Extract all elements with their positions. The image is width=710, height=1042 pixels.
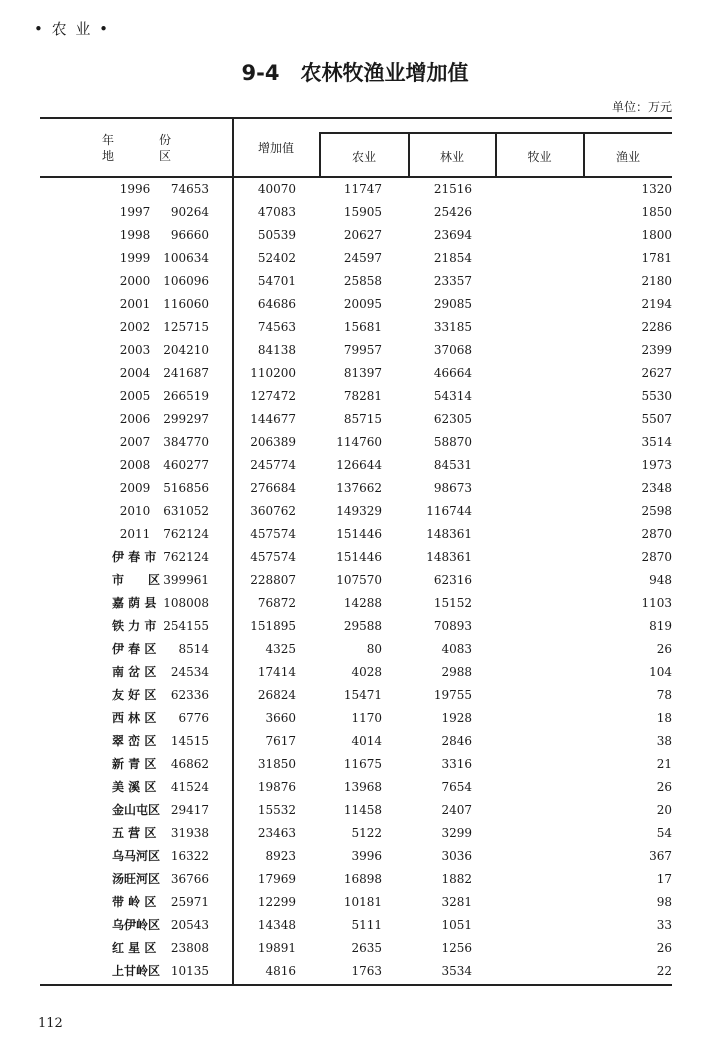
cell-fore: 1170 xyxy=(351,711,382,725)
cell-total: 399961 xyxy=(163,573,209,587)
cell-fish: 3514 xyxy=(641,435,672,449)
header-animal-husbandry: 牧业 xyxy=(527,150,552,164)
cell-anim: 148361 xyxy=(426,550,472,564)
table-row xyxy=(40,201,672,224)
cell-label: 汤旺河区 xyxy=(112,872,161,886)
cell-total: 74653 xyxy=(170,182,209,196)
cell-label: 2007 xyxy=(119,435,151,449)
cell-label: 1998 xyxy=(119,228,151,242)
cell-label: 南 岔 区 xyxy=(112,665,157,679)
cell-fish: 1800 xyxy=(641,228,672,242)
cell-fore: 80 xyxy=(366,642,382,656)
cell-agri: 8923 xyxy=(265,849,296,863)
cell-fore: 137662 xyxy=(336,481,382,495)
cell-fish: 26 xyxy=(656,780,672,794)
cell-anim: 1051 xyxy=(441,918,472,932)
cell-fore: 79957 xyxy=(343,343,382,357)
cell-fore: 114760 xyxy=(336,435,382,449)
cell-anim: 46664 xyxy=(433,366,472,380)
table-row xyxy=(40,247,672,270)
cell-agri: 19891 xyxy=(257,941,296,955)
cell-agri: 457574 xyxy=(250,550,296,564)
table-row xyxy=(40,431,672,454)
page-title: 9-4 农林牧渔业增加值 xyxy=(241,61,469,85)
table-row xyxy=(40,960,672,983)
table-row xyxy=(40,385,672,408)
cell-fish: 948 xyxy=(649,573,672,587)
header-fishery: 渔业 xyxy=(615,150,640,164)
cell-anim: 1928 xyxy=(441,711,472,725)
cell-anim: 2407 xyxy=(441,803,472,817)
cell-fore: 25858 xyxy=(343,274,382,288)
cell-label: 2004 xyxy=(119,366,151,380)
cell-agri: 19876 xyxy=(257,780,296,794)
cell-label: 2006 xyxy=(119,412,151,426)
cell-agri: 3660 xyxy=(265,711,296,725)
table-row xyxy=(40,178,672,201)
cell-agri: 15532 xyxy=(257,803,296,817)
cell-total: 762124 xyxy=(163,527,209,541)
cell-label: 1999 xyxy=(119,251,151,265)
cell-anim: 1256 xyxy=(441,941,472,955)
cell-total: 90264 xyxy=(170,205,209,219)
cell-fish: 1781 xyxy=(641,251,672,265)
cell-agri: 47083 xyxy=(257,205,296,219)
cell-fish: 5507 xyxy=(641,412,672,426)
cell-fish: 2627 xyxy=(641,366,672,380)
cell-fore: 24597 xyxy=(343,251,382,265)
cell-agri: 50539 xyxy=(257,228,296,242)
cell-fore: 15681 xyxy=(343,320,382,334)
table-row xyxy=(40,316,672,339)
cell-total: 14515 xyxy=(170,734,209,748)
table-row xyxy=(40,362,672,385)
cell-anim: 29085 xyxy=(433,297,472,311)
cell-fish: 98 xyxy=(656,895,672,909)
cell-total: 29417 xyxy=(170,803,209,817)
cell-agri: 64686 xyxy=(257,297,296,311)
cell-total: 108008 xyxy=(163,596,209,610)
cell-total: 460277 xyxy=(163,458,209,472)
cell-anim: 1882 xyxy=(441,872,472,886)
table-row xyxy=(40,891,672,914)
cell-fore: 81397 xyxy=(343,366,382,380)
cell-anim: 23694 xyxy=(433,228,472,242)
table-row xyxy=(40,523,672,546)
cell-label: 2011 xyxy=(119,527,151,541)
table-row xyxy=(40,339,672,362)
cell-total: 299297 xyxy=(163,412,209,426)
table-row xyxy=(40,707,672,730)
cell-label: 西 林 区 xyxy=(112,711,157,725)
cell-total: 266519 xyxy=(163,389,209,403)
cell-fore: 29588 xyxy=(343,619,382,633)
table-row xyxy=(40,408,672,431)
cell-fore: 20627 xyxy=(343,228,382,242)
cell-fore: 85715 xyxy=(343,412,382,426)
cell-fish: 26 xyxy=(656,642,672,656)
cell-anim: 58870 xyxy=(433,435,472,449)
unit-label: 单位：万元 xyxy=(611,100,672,114)
cell-label: 2000 xyxy=(119,274,151,288)
cell-total: 100634 xyxy=(163,251,209,265)
cell-agri: 4816 xyxy=(265,964,296,978)
table-row xyxy=(40,615,672,638)
cell-fish: 2180 xyxy=(641,274,672,288)
cell-agri: 360762 xyxy=(250,504,296,518)
cell-fore: 4014 xyxy=(351,734,382,748)
table-row xyxy=(40,845,672,868)
cell-fish: 26 xyxy=(656,941,672,955)
cell-agri: 4325 xyxy=(265,642,296,656)
table-row xyxy=(40,937,672,960)
stub-header-year: 份 xyxy=(158,133,171,147)
cell-label: 金山屯区 xyxy=(112,803,161,817)
cell-fish: 38 xyxy=(656,734,672,748)
cell-fore: 2635 xyxy=(351,941,382,955)
cell-agri: 74563 xyxy=(257,320,296,334)
cell-total: 241687 xyxy=(163,366,209,380)
cell-anim: 148361 xyxy=(426,527,472,541)
table-row xyxy=(40,270,672,293)
cell-label: 2002 xyxy=(119,320,151,334)
cell-anim: 62305 xyxy=(433,412,472,426)
cell-fore: 15905 xyxy=(343,205,382,219)
table-row xyxy=(40,293,672,316)
cell-agri: 76872 xyxy=(257,596,296,610)
cell-label: 上甘岭区 xyxy=(112,964,161,978)
cell-fore: 5122 xyxy=(351,826,382,840)
cell-agri: 54701 xyxy=(257,274,296,288)
cell-fish: 2870 xyxy=(641,550,672,564)
cell-fore: 11747 xyxy=(343,182,382,196)
section-tag: • 农 业 • xyxy=(34,20,110,38)
cell-agri: 228807 xyxy=(250,573,296,587)
table-top-rule xyxy=(40,117,672,119)
cell-fish: 1850 xyxy=(641,205,672,219)
cell-fish: 367 xyxy=(649,849,672,863)
cell-fish: 2598 xyxy=(641,504,672,518)
cell-anim: 116744 xyxy=(426,504,472,518)
cell-label: 翠 峦 区 xyxy=(112,734,157,748)
cell-agri: 245774 xyxy=(250,458,296,472)
cell-total: 384770 xyxy=(163,435,209,449)
cell-anim: 4083 xyxy=(441,642,472,656)
cell-label: 五 营 区 xyxy=(112,826,157,840)
cell-total: 36766 xyxy=(170,872,209,886)
cell-anim: 25426 xyxy=(433,205,472,219)
cell-anim: 21854 xyxy=(433,251,472,265)
stub-header-year: 年 xyxy=(101,133,114,147)
cell-label: 伊 春 市 xyxy=(112,550,157,564)
table-row xyxy=(40,799,672,822)
cell-total: 631052 xyxy=(163,504,209,518)
cell-total: 20543 xyxy=(170,918,209,932)
cell-fore: 11675 xyxy=(343,757,382,771)
cell-label: 带 岭 区 xyxy=(112,895,157,909)
cell-fish: 2348 xyxy=(641,481,672,495)
cell-anim: 37068 xyxy=(433,343,472,357)
cell-total: 46862 xyxy=(170,757,209,771)
cell-total: 516856 xyxy=(163,481,209,495)
cell-label: 2009 xyxy=(119,481,151,495)
cell-fore: 16898 xyxy=(343,872,382,886)
cell-label: 铁 力 市 xyxy=(112,619,157,633)
cell-fore: 13968 xyxy=(343,780,382,794)
cell-agri: 7617 xyxy=(265,734,296,748)
cell-fore: 20095 xyxy=(343,297,382,311)
cell-anim: 62316 xyxy=(433,573,472,587)
cell-anim: 3036 xyxy=(441,849,472,863)
cell-fore: 1763 xyxy=(351,964,382,978)
cell-anim: 7654 xyxy=(441,780,472,794)
table-row xyxy=(40,638,672,661)
cell-fore: 15471 xyxy=(343,688,382,702)
table-row xyxy=(40,868,672,891)
cell-fore: 11458 xyxy=(343,803,382,817)
header-total: 增加值 xyxy=(257,141,294,155)
cell-anim: 98673 xyxy=(433,481,472,495)
table-row xyxy=(40,661,672,684)
table-row xyxy=(40,776,672,799)
cell-anim: 70893 xyxy=(433,619,472,633)
cell-fore: 149329 xyxy=(336,504,382,518)
cell-agri: 206389 xyxy=(250,435,296,449)
cell-fish: 2194 xyxy=(641,297,672,311)
cell-total: 762124 xyxy=(163,550,209,564)
cell-total: 31938 xyxy=(170,826,209,840)
table-row xyxy=(40,730,672,753)
cell-agri: 457574 xyxy=(250,527,296,541)
cell-anim: 3316 xyxy=(441,757,472,771)
cell-agri: 26824 xyxy=(257,688,296,702)
cell-agri: 144677 xyxy=(250,412,296,426)
table-row xyxy=(40,500,672,523)
cell-agri: 17414 xyxy=(257,665,296,679)
table-row xyxy=(40,753,672,776)
cell-fish: 54 xyxy=(656,826,672,840)
header-agriculture: 农业 xyxy=(351,150,376,164)
cell-label: 乌马河区 xyxy=(112,849,161,863)
cell-total: 24534 xyxy=(170,665,209,679)
page-number: 112 xyxy=(38,1016,63,1031)
cell-total: 25971 xyxy=(170,895,209,909)
cell-fore: 3996 xyxy=(351,849,382,863)
cell-label: 1996 xyxy=(119,182,151,196)
cell-anim: 3281 xyxy=(441,895,472,909)
cell-fish: 33 xyxy=(656,918,672,932)
cell-label: 新 青 区 xyxy=(112,757,157,771)
cell-total: 62336 xyxy=(170,688,209,702)
cell-fish: 1103 xyxy=(641,596,672,610)
cell-label: 乌伊岭区 xyxy=(112,918,161,932)
cell-fore: 78281 xyxy=(343,389,382,403)
cell-fish: 2870 xyxy=(641,527,672,541)
cell-anim: 84531 xyxy=(433,458,472,472)
table-row xyxy=(40,684,672,707)
cell-total: 10135 xyxy=(170,964,209,978)
table-bottom-rule xyxy=(40,984,672,986)
cell-agri: 276684 xyxy=(250,481,296,495)
cell-agri: 52402 xyxy=(257,251,296,265)
cell-anim: 54314 xyxy=(433,389,472,403)
table-row xyxy=(40,454,672,477)
cell-anim: 3299 xyxy=(441,826,472,840)
cell-agri: 151895 xyxy=(250,619,296,633)
cell-label: 红 星 区 xyxy=(112,941,157,955)
cell-fish: 18 xyxy=(656,711,672,725)
table-row xyxy=(40,592,672,615)
cell-agri: 127472 xyxy=(250,389,296,403)
cell-agri: 12299 xyxy=(257,895,296,909)
cell-label: 市 区 xyxy=(112,573,161,587)
cell-fore: 4028 xyxy=(351,665,382,679)
cell-fish: 819 xyxy=(649,619,672,633)
cell-label: 2005 xyxy=(119,389,151,403)
cell-total: 116060 xyxy=(163,297,209,311)
cell-fore: 5111 xyxy=(351,918,382,932)
cell-label: 2010 xyxy=(119,504,151,518)
cell-fish: 2286 xyxy=(641,320,672,334)
cell-fore: 10181 xyxy=(343,895,382,909)
cell-label: 2008 xyxy=(119,458,151,472)
table-row xyxy=(40,546,672,569)
cell-fish: 5530 xyxy=(641,389,672,403)
cell-label: 友 好 区 xyxy=(112,688,157,702)
table-row xyxy=(40,914,672,937)
cell-total: 16322 xyxy=(170,849,209,863)
cell-fish: 78 xyxy=(656,688,672,702)
cell-anim: 2988 xyxy=(441,665,472,679)
cell-anim: 33185 xyxy=(433,320,472,334)
cell-agri: 14348 xyxy=(257,918,296,932)
cell-fish: 20 xyxy=(656,803,672,817)
cell-label: 2003 xyxy=(119,343,151,357)
cell-label: 2001 xyxy=(119,297,151,311)
cell-anim: 2846 xyxy=(441,734,472,748)
cell-fore: 14288 xyxy=(343,596,382,610)
cell-anim: 23357 xyxy=(433,274,472,288)
cell-agri: 84138 xyxy=(257,343,296,357)
stub-header-region: 区 xyxy=(158,149,171,163)
table-row xyxy=(40,224,672,247)
cell-fish: 1973 xyxy=(641,458,672,472)
cell-anim: 21516 xyxy=(433,182,472,196)
table-row xyxy=(40,822,672,845)
table-row xyxy=(40,477,672,500)
cell-agri: 110200 xyxy=(250,366,296,380)
cell-fish: 17 xyxy=(656,872,672,886)
cell-agri: 23463 xyxy=(257,826,296,840)
cell-label: 美 溪 区 xyxy=(112,780,157,794)
stub-header-region: 地 xyxy=(101,149,114,163)
cell-total: 41524 xyxy=(170,780,209,794)
cell-agri: 17969 xyxy=(257,872,296,886)
cell-label: 嘉 荫 县 xyxy=(112,596,157,610)
cell-anim: 19755 xyxy=(433,688,472,702)
cell-fish: 1320 xyxy=(641,182,672,196)
cell-fish: 22 xyxy=(656,964,672,978)
cell-fore: 151446 xyxy=(336,550,382,564)
cell-anim: 15152 xyxy=(433,596,472,610)
cell-agri: 40070 xyxy=(257,182,296,196)
cell-total: 106096 xyxy=(163,274,209,288)
table-row xyxy=(40,569,672,592)
cell-fore: 126644 xyxy=(336,458,382,472)
cell-total: 96660 xyxy=(170,228,209,242)
cell-label: 1997 xyxy=(119,205,151,219)
cell-fish: 104 xyxy=(649,665,672,679)
cell-total: 6776 xyxy=(178,711,209,725)
cell-fish: 2399 xyxy=(641,343,672,357)
cell-fore: 151446 xyxy=(336,527,382,541)
cell-fore: 107570 xyxy=(336,573,382,587)
cell-total: 125715 xyxy=(163,320,209,334)
cell-anim: 3534 xyxy=(441,964,472,978)
cell-total: 204210 xyxy=(163,343,209,357)
cell-total: 8514 xyxy=(178,642,209,656)
cell-fish: 21 xyxy=(656,757,672,771)
cell-agri: 31850 xyxy=(257,757,296,771)
cell-total: 23808 xyxy=(170,941,209,955)
cell-total: 254155 xyxy=(163,619,209,633)
header-forestry: 林业 xyxy=(439,150,464,164)
cell-label: 伊 春 区 xyxy=(112,642,157,656)
